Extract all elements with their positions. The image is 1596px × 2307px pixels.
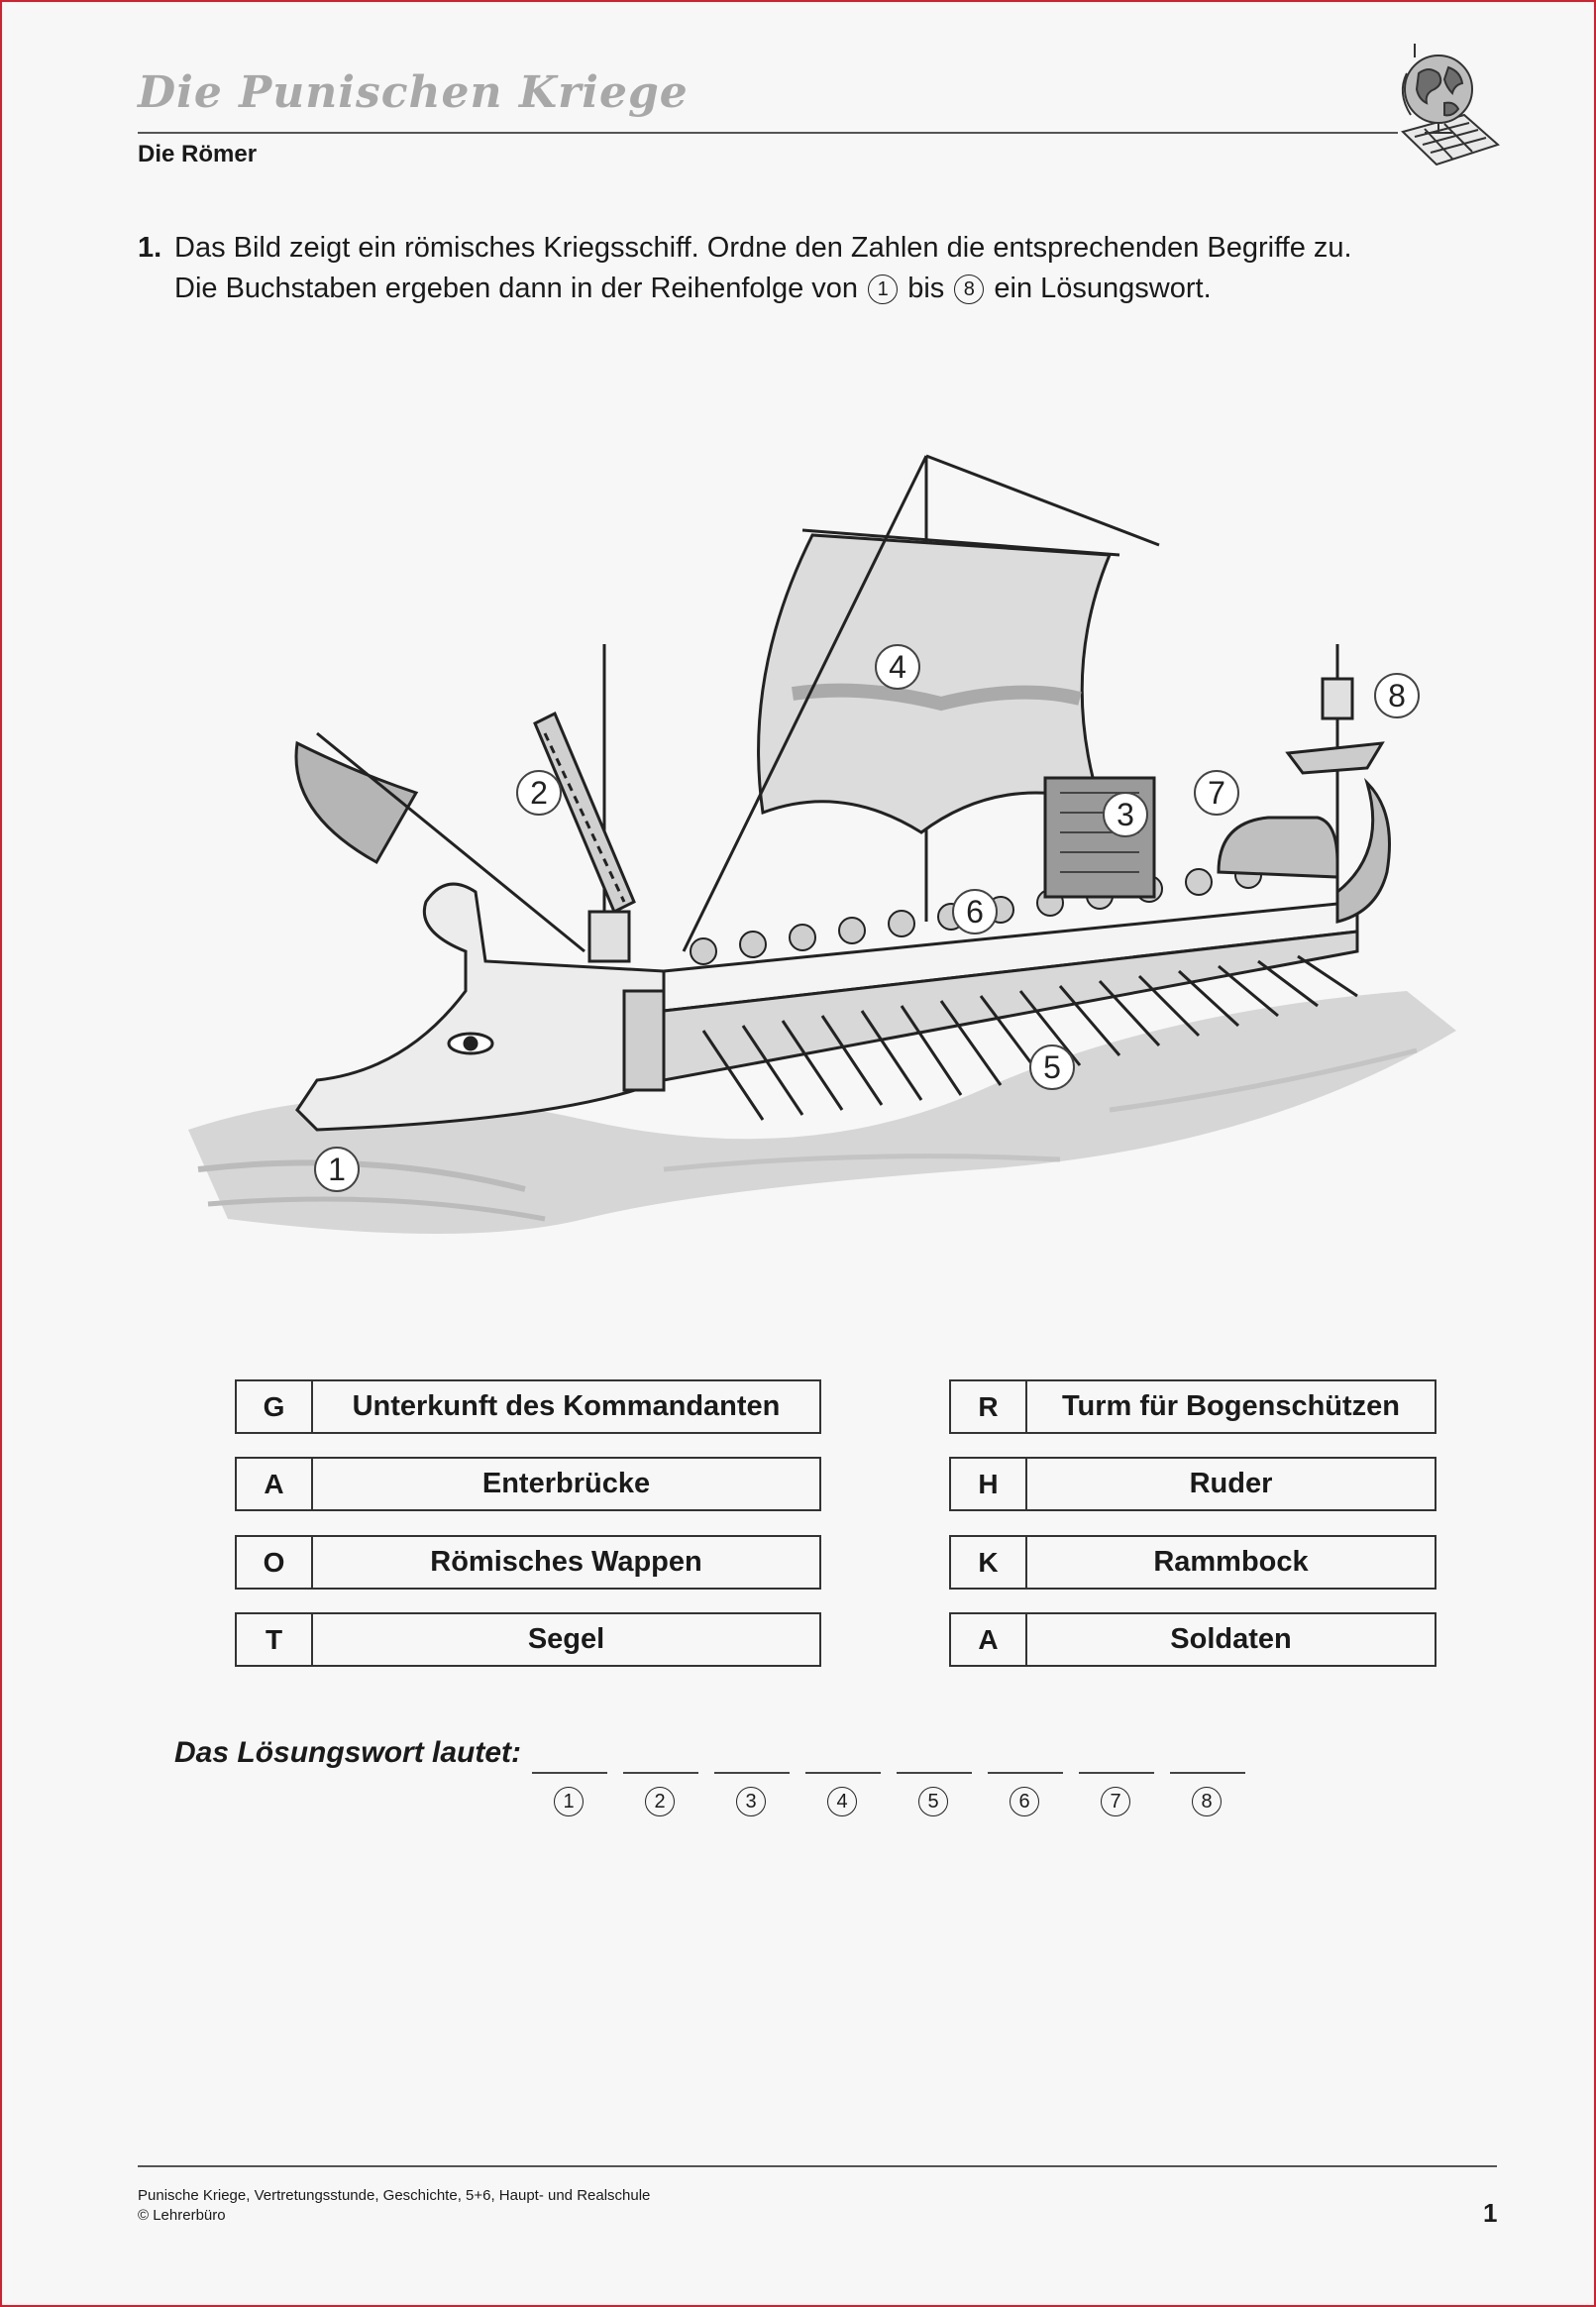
solution-number: 6 [1010, 1787, 1039, 1816]
solution-label: Das Lösungswort lautet: [174, 1736, 522, 1769]
solution-number: 2 [645, 1787, 675, 1816]
answer-term: Unterkunft des Kommandanten [352, 1390, 781, 1422]
task-line-2 [174, 269, 1522, 309]
answer-term: Rammbock [1153, 1546, 1309, 1578]
footer-rule [138, 2165, 1497, 2167]
task-text: bis [907, 273, 945, 304]
answer-term: Segel [527, 1623, 605, 1655]
footer-line-1: Punische Kriege, Vertretungsstunde, Geschichte, 5+6, Haupt- und Realschule [138, 2187, 651, 2204]
solution-blank-2[interactable] [623, 1772, 698, 1774]
solution-blank-4[interactable] [805, 1772, 881, 1774]
solution-number: 5 [918, 1787, 948, 1816]
solution-blank-7[interactable] [1079, 1772, 1154, 1774]
answer-row [235, 1379, 821, 1434]
solution-number: 8 [1192, 1787, 1222, 1816]
circled-number: 8 [954, 275, 984, 304]
answer-term: Römisches Wappen [430, 1546, 702, 1578]
page-title: Die Punischen Kriege [138, 67, 689, 118]
footer [138, 2186, 650, 2226]
commander-cabin [1219, 818, 1337, 877]
answer-letter: R [951, 1381, 1027, 1432]
marker-label-1: 1 [328, 1152, 346, 1187]
answer-row [949, 1457, 1436, 1511]
marker-label-5: 5 [1043, 1049, 1061, 1085]
marker-label-6: 6 [966, 894, 984, 930]
solution-blank-6[interactable] [988, 1772, 1063, 1774]
warship-illustration [168, 436, 1506, 1249]
solution-blank-1[interactable] [532, 1772, 607, 1774]
answer-row [949, 1379, 1436, 1434]
answer-term: Soldaten [1170, 1623, 1292, 1655]
answer-letter: A [237, 1459, 313, 1509]
answer-letter: T [237, 1614, 313, 1665]
solution-number: 1 [554, 1787, 584, 1816]
marker-label-4: 4 [889, 649, 906, 685]
answer-letter: H [951, 1459, 1027, 1509]
answer-letter: G [237, 1381, 313, 1432]
task-text: Die Buchstaben ergeben dann in der Reihenfolge von [174, 273, 859, 304]
circled-number: 1 [868, 275, 898, 304]
answer-row [235, 1535, 821, 1590]
solution-blank-8[interactable] [1170, 1772, 1245, 1774]
solution-number: 7 [1101, 1787, 1130, 1816]
answer-term: Enterbrücke [481, 1468, 651, 1499]
answer-term: Turm für Bogenschützen [1061, 1390, 1401, 1422]
page-subtitle: Die Römer [138, 141, 258, 167]
page-number: 1 [1483, 2198, 1498, 2228]
answer-row [235, 1457, 821, 1511]
header-rule [138, 132, 1398, 134]
footer-line-2: © Lehrerbüro [138, 2207, 226, 2224]
globe-icon [1395, 38, 1504, 176]
answer-row [949, 1535, 1436, 1590]
task-text: ein Lösungswort. [994, 273, 1212, 304]
marker-label-2: 2 [530, 775, 548, 811]
solution-blank-5[interactable] [897, 1772, 972, 1774]
task-line-1: Das Bild zeigt ein römisches Kriegsschiff. Ordne den Zahlen die entsprechenden Begriffe zu. [174, 232, 1352, 264]
answer-row [949, 1612, 1436, 1667]
marker-label-8: 8 [1388, 678, 1406, 714]
answer-letter: A [951, 1614, 1027, 1665]
answer-letter: K [951, 1537, 1027, 1588]
answer-letter: O [237, 1537, 313, 1588]
solution-blank-3[interactable] [714, 1772, 790, 1774]
answer-row [235, 1612, 821, 1667]
solution-number: 3 [736, 1787, 766, 1816]
answer-term: Ruder [1189, 1468, 1273, 1499]
marker-label-7: 7 [1208, 775, 1225, 811]
task-number: 1. [138, 232, 162, 264]
marker-label-3: 3 [1117, 797, 1134, 832]
solution-number: 4 [827, 1787, 857, 1816]
